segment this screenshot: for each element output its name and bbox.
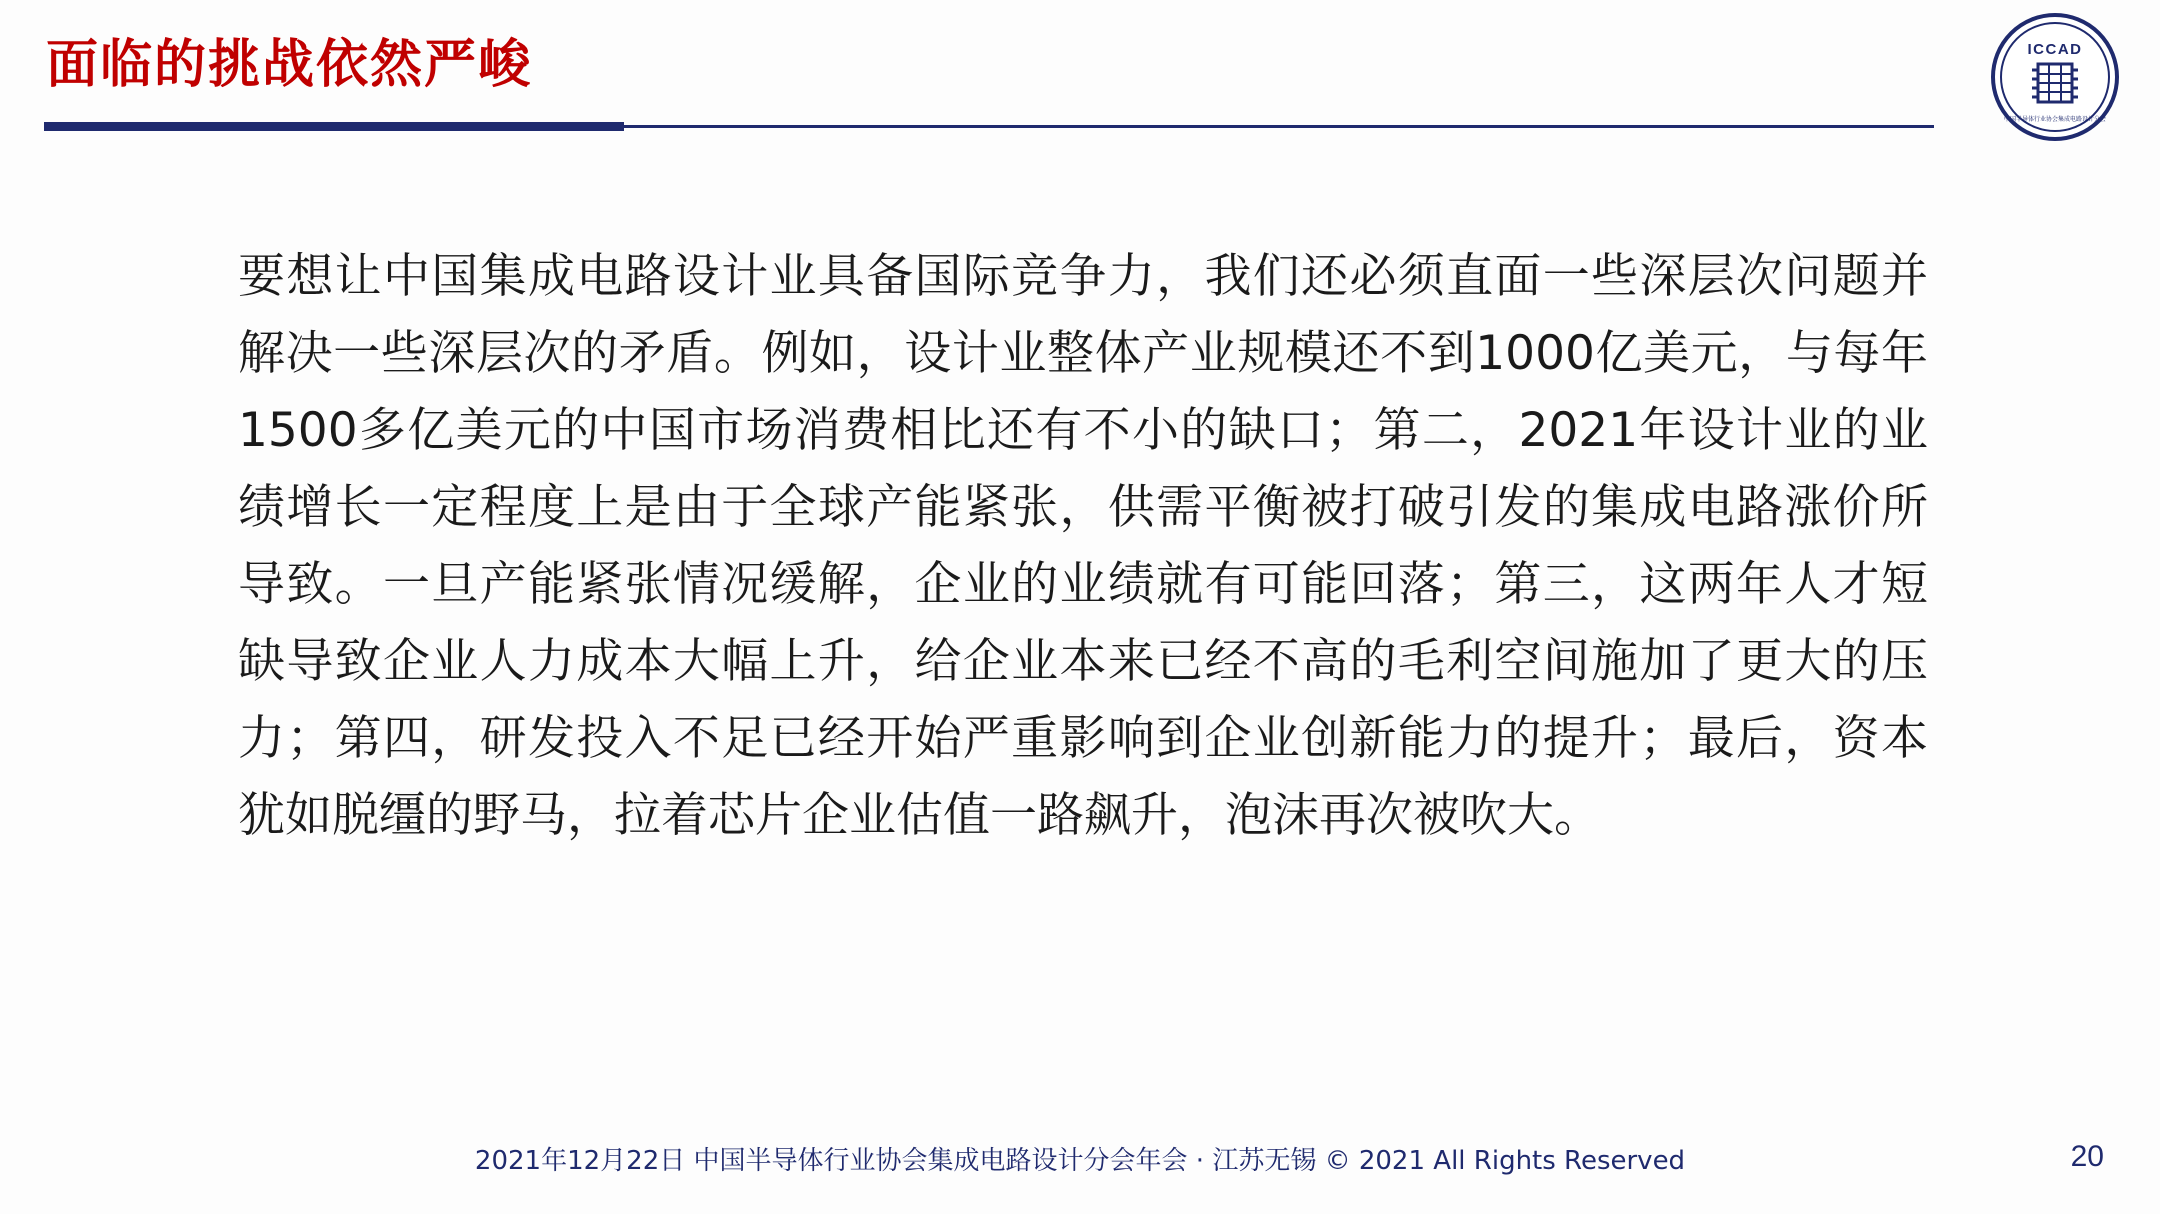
svg-text:中国半导体行业协会集成电路设计分会: 中国半导体行业协会集成电路设计分会 — [2003, 116, 2107, 123]
page-title: 面临的挑战依然严峻 — [46, 35, 533, 95]
slide-footer — [0, 1140, 2160, 1190]
slide-header — [0, 0, 2160, 140]
iccad-logo — [1990, 12, 2120, 142]
page-number: 20 — [2070, 1140, 2104, 1173]
footer-copyright: 2021年12月22日 中国半导体行业协会集成电路设计分会年会 · 江苏无锡 © 2021 All Rights Reserved — [474, 1146, 1686, 1176]
slide-body-paragraph: 要想让中国集成电路设计业具备国际竞争力，我们还必须直面一些深层次问题并解决一些深层次的矛盾。例如，设计业整体产业规模还不到1000亿美元，与每年1500多亿美元的中国市场消费相比还有不小的缺口；第二，2021年设计业的业绩增长一定程度上是由于全球产能紧张，供需平衡被打破引发的集成电路涨价所导致。一旦产能紧张情况缓解，企业的业绩就有可能回落；第三，这两年人才短缺导致企业人力成本大幅上升，给企业本来已经不高的毛利空间施加了更大的压力；第四，研发投入不足已经开始严重影响到企业创新能力的提升；最后，资本犹如脱缰的野马，拉着芯片企业估值一路飙升，泡沫再次被吹大。 — [238, 249, 1928, 843]
svg-text:ICCAD: ICCAD — [2027, 41, 2083, 58]
title-underline-thick — [44, 122, 624, 131]
